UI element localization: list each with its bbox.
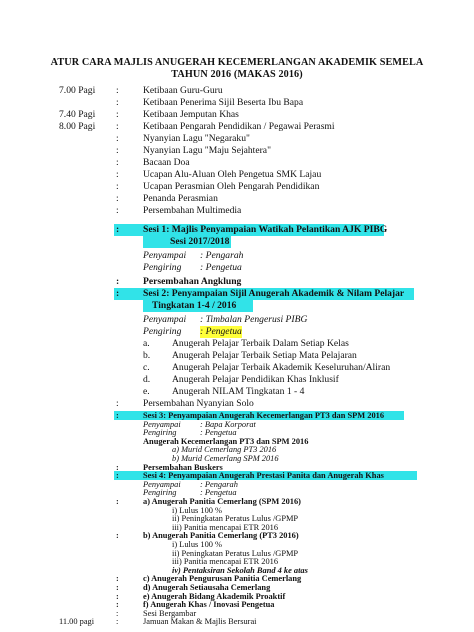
item-text: Ucapan Alu-Aluan Oleh Pengetua SMK Lajau <box>143 169 322 180</box>
award-category-text: f) Anugerah Khas / Inovasi Pengetua <box>143 600 275 610</box>
colon: : <box>116 591 119 601</box>
document-title-line2: TAHUN 2016 (MAKAS 2016) <box>171 69 303 80</box>
session-2-heading <box>0 288 474 300</box>
schedule-row <box>0 205 474 217</box>
presenter-value: : Pengarah <box>200 479 238 489</box>
schedule-row <box>0 133 474 145</box>
award-subitem-text: iv) Pentaksiran Sekolah Band 4 ke atas <box>172 565 308 575</box>
presenter-label: Penyampai <box>143 479 181 489</box>
award-subitem-text: iii) Panitia mencapai ETR 2016 <box>172 522 279 532</box>
award-subitem-text: i) Lulus 100 % <box>172 540 223 549</box>
colon: : <box>116 181 119 192</box>
item-text: Ketibaan Penerima Sijil Beserta Ibu Bapa <box>143 97 304 108</box>
colon: : <box>116 574 119 584</box>
colon: : <box>116 133 119 144</box>
time-label: 7.00 Pagi <box>59 85 96 96</box>
colon: : <box>116 205 119 216</box>
colon: : <box>116 193 119 204</box>
award-subitem-text: iii) Panitia mencapai ETR 2016 <box>172 557 279 567</box>
performance-text: Persembahan Nyanyian Solo <box>143 398 254 409</box>
time-label: 11.00 pagi <box>59 617 95 627</box>
list-text: Anugerah Pelajar Terbaik Dalam Setiap Kelas <box>172 338 349 349</box>
schedule-row <box>0 157 474 169</box>
colon: : <box>116 398 119 409</box>
colon: : <box>116 411 119 420</box>
presenter-value: : Bapa Korporat <box>200 419 256 429</box>
list-key: b. <box>143 350 151 361</box>
colon: : <box>116 276 120 287</box>
schedule-row <box>0 109 474 121</box>
item-text: Penanda Perasmian <box>143 193 218 204</box>
session-title: Sesi 4: Penyampaian Anugerah Prestasi Panita dan Anugerah Khas <box>143 471 384 481</box>
session-title: Sesi 3: Penyampaian Anugerah Kecemerlangan PT3 dan SPM 2016 <box>143 411 385 420</box>
colon: : <box>116 109 119 120</box>
colon: : <box>116 169 119 180</box>
list-item <box>0 386 474 398</box>
colon: : <box>116 97 119 108</box>
performance-text: Persembahan Angklung <box>143 276 242 287</box>
colon: : <box>116 224 120 235</box>
colon: : <box>116 121 119 132</box>
schedule-row-text: Sesi Bergambar <box>143 608 197 618</box>
escort-value: : Pengetua <box>200 262 242 273</box>
list-key: a. <box>143 338 150 349</box>
escort-label: Pengiring <box>143 428 177 438</box>
list-item <box>0 350 474 362</box>
award-category-text: b) Anugerah Panitia Cemerlang (PT3 2016) <box>143 531 299 541</box>
presenter-label: Penyampai <box>143 419 181 429</box>
schedule-row <box>0 85 474 97</box>
colon: : <box>116 85 119 96</box>
item-text: Ucapan Perasmian Oleh Pengarah Pendidikan <box>143 181 320 192</box>
schedule-row <box>0 193 474 205</box>
presenter-value: : Timbalan Pengerusi PIBG <box>200 314 308 325</box>
award-subitem-text: i) Lulus 100 % <box>172 505 223 515</box>
schedule-row <box>0 121 474 133</box>
schedule-row-text: Jamuan Makan & Majlis Bersurai <box>143 617 257 627</box>
colon: : <box>116 617 119 627</box>
colon: : <box>116 600 119 610</box>
session-title-cont: Sesi 2017/2018 <box>170 236 230 247</box>
list-key: c. <box>143 362 150 373</box>
list-item <box>0 338 474 350</box>
schedule-row <box>0 181 474 193</box>
item-text: Ketibaan Guru-Guru <box>143 85 223 96</box>
escort-label: Pengiring <box>143 488 177 498</box>
time-label: 8.00 Pagi <box>59 121 96 132</box>
schedule-row <box>0 145 474 157</box>
award-category-text: c) Anugerah Pengurusan Panitia Cemerlang <box>143 574 302 584</box>
list-key: d. <box>143 374 151 385</box>
item-text: Persembahan Multimedia <box>143 205 242 216</box>
list-text: Anugerah Pelajar Terbaik Akademik Keseluruhan/Aliran <box>172 362 391 373</box>
performance-row <box>0 276 474 288</box>
item-text: Ketibaan Jemputan Khas <box>143 109 239 120</box>
item-text: Bacaan Doa <box>143 157 190 168</box>
session-title-cont: Tingkatan 1-4 / 2016 <box>152 300 237 311</box>
colon: : <box>116 471 119 481</box>
session-2-heading-cont <box>0 300 474 312</box>
performance-text: Persembahan Buskers <box>143 462 223 472</box>
presenter-row <box>0 250 474 262</box>
escort-row <box>0 262 474 274</box>
item-text: Ketibaan Pengarah Pendidikan / Pegawai Perasmi <box>143 121 335 132</box>
list-text: Anugerah Pelajar Terbaik Setiap Mata Pelajaran <box>172 350 357 361</box>
list-key: e. <box>143 386 150 397</box>
award-category-text: e) Anugerah Bidang Akademik Proaktif <box>143 591 286 601</box>
escort-value: : Pengetua <box>200 428 237 438</box>
presenter-label: Penyampai <box>143 314 187 325</box>
item-text: Nyanyian Lagu "Maju Sejahtera" <box>143 145 271 156</box>
award-subitem-text: ii) Peningkatan Peratus Lulus /GPMP <box>172 548 299 558</box>
list-text: Anugerah NILAM Tingkatan 1 - 4 <box>172 386 305 397</box>
session-title: Sesi 1: Majlis Penyampaian Watikah Pelantikan AJK PIBG <box>143 224 388 235</box>
time-label: 7.40 Pagi <box>59 109 96 120</box>
session-title: Sesi 2: Penyampaian Sijil Anugerah Akademik & Nilam Pelajar <box>143 288 405 299</box>
schedule-row <box>0 617 474 626</box>
escort-label: Pengiring <box>143 262 182 273</box>
schedule-row <box>0 169 474 181</box>
escort-value: : Pengetua <box>200 326 242 337</box>
colon: : <box>116 288 120 299</box>
list-text: Anugerah Pelajar Pendidikan Khas Inklusif <box>172 374 339 385</box>
award-category-text: a) Anugerah Panitia Cemerlang (SPM 2016) <box>143 497 301 506</box>
presenter-row <box>0 314 474 326</box>
escort-label: Pengiring <box>143 326 182 337</box>
schedule-row <box>0 97 474 109</box>
escort-value: : Pengetua <box>200 488 237 498</box>
document-title-line1: ATUR CARA MAJLIS ANUGERAH KECEMERLANGAN AKADEMIK SEMELA <box>50 57 424 68</box>
session-1-heading-cont <box>0 236 474 248</box>
presenter-value: : Pengarah <box>200 250 244 261</box>
session-1-heading <box>0 224 474 236</box>
presenter-label: Penyampai <box>143 250 187 261</box>
colon: : <box>116 462 119 472</box>
escort-row <box>0 326 474 338</box>
award-text: b) Murid Cemerlang SPM 2016 <box>172 454 279 463</box>
colon: : <box>116 608 119 618</box>
award-category-text: d) Anugerah Setiausaha Cemerlang <box>143 583 271 592</box>
colon: : <box>116 157 119 168</box>
colon: : <box>116 497 119 506</box>
performance-row <box>0 398 474 410</box>
award-text: a) Murid Cemerlang PT3 2016 <box>172 445 277 455</box>
list-item <box>0 374 474 386</box>
item-text: Nyanyian Lagu "Negaraku" <box>143 133 250 144</box>
colon: : <box>116 145 119 156</box>
award-subitem-text: ii) Peningkatan Peratus Lulus /GPMP <box>172 514 299 524</box>
list-item <box>0 362 474 374</box>
colon: : <box>116 531 119 541</box>
award-title: Anugerah Kecemerlangan PT3 dan SPM 2016 <box>143 436 309 446</box>
colon: : <box>116 583 119 592</box>
